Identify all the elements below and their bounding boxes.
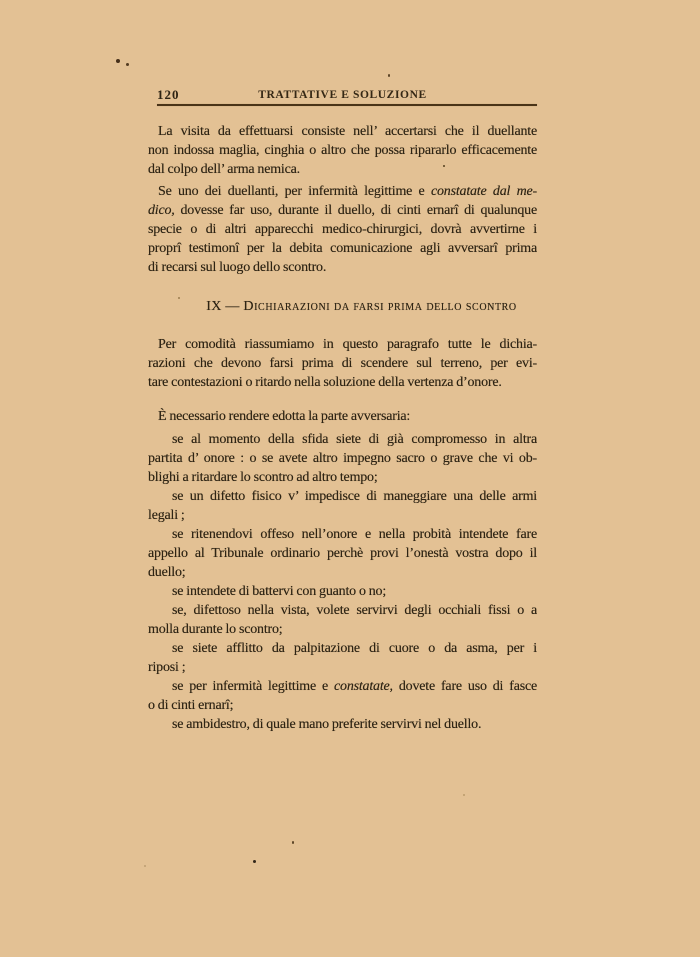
ink-speck	[116, 59, 120, 63]
text-line	[148, 620, 537, 639]
text-line	[148, 563, 537, 582]
text-line	[148, 335, 537, 354]
declarations-list	[148, 407, 537, 734]
text-segment: se per infermità legittime e	[172, 679, 334, 694]
text-line	[148, 601, 537, 620]
text-segment: partita d’ onore : o se avete altro impegno sacro o grave che vi ob-	[148, 451, 537, 466]
ink-speck	[292, 841, 294, 844]
text-line	[148, 487, 537, 506]
text-line	[186, 297, 537, 316]
text-line	[148, 182, 537, 201]
small-caps-text: Dichiarazioni da farsi prima dello scontro	[243, 299, 517, 314]
text-segment: legali ;	[148, 508, 185, 523]
text-segment: se intendete di battervi con guanto o no;	[172, 584, 387, 599]
text-line	[148, 407, 537, 426]
text-line	[148, 258, 537, 277]
italic-text: dico,	[148, 203, 175, 218]
ink-speck	[463, 794, 465, 796]
text-segment: non indossa maglia, cinghia o altro che possa ripararlo efficacemente	[148, 143, 537, 158]
text-line	[148, 696, 537, 715]
text-line	[148, 506, 537, 525]
ink-speck	[253, 860, 256, 863]
text-line	[148, 658, 537, 677]
paragraph-visita	[148, 122, 537, 179]
text-line	[148, 582, 537, 601]
text-segment: Per comodità riassumiamo in questo paragrafo tutte le dichia-	[158, 337, 537, 352]
text-line	[148, 354, 537, 373]
text-segment: riposi ;	[148, 660, 186, 675]
running-title: TRATTATIVE E SOLUZIONE	[258, 89, 427, 101]
text-line	[148, 430, 537, 449]
ink-speck	[178, 297, 180, 299]
text-segment: dal colpo dell’ arma nemica.	[148, 162, 300, 177]
text-segment: se un difetto fisico v’ impedisce di maneggiare una delle armi	[172, 489, 537, 504]
text-segment: appello al Tribunale ordinario perchè provi l’onestà vostra dopo il	[148, 546, 537, 561]
text-segment: o di cinti ernarî;	[148, 698, 234, 713]
text-segment: dovesse far uso, durante il duello, di cinti ernarî di qualunque	[174, 203, 537, 218]
ink-speck	[388, 74, 390, 77]
text-segment: La visita da effettuarsi consiste nell’ accertarsi che il duellante	[158, 124, 537, 139]
text-line	[148, 468, 537, 487]
text-line	[148, 160, 537, 179]
text-line	[148, 677, 537, 696]
paragraph-infermita	[148, 182, 537, 277]
text-line	[148, 201, 537, 220]
ink-speck	[443, 165, 445, 167]
text-segment: se al momento della sfida siete di già compromesso in altra	[172, 432, 537, 447]
text-segment: IX —	[206, 299, 244, 314]
ink-speck	[126, 63, 129, 66]
text-line	[148, 373, 537, 392]
paragraph-premessa	[148, 335, 537, 392]
section-heading	[148, 297, 537, 316]
text-segment: duello;	[148, 565, 186, 580]
text-line	[148, 715, 537, 734]
text-segment: razioni che devono farsi prima di scendere sul terreno, per evi-	[148, 356, 537, 371]
text-segment: tare contestazioni o ritardo nella soluzione della vertenza d’onore.	[148, 375, 502, 390]
text-line	[148, 122, 537, 141]
text-segment: se ambidestro, di quale mano preferite servirvi nel duello.	[172, 717, 482, 732]
header-rule	[157, 104, 537, 106]
text-line	[148, 525, 537, 544]
text-segment: proprî testimonî per la debita comunicazione agli avversarî prima	[148, 241, 537, 256]
text-line	[148, 449, 537, 468]
text-line	[148, 544, 537, 563]
text-segment: Se uno dei duellanti, per infermità legittime e	[158, 184, 431, 199]
italic-text: constatate dal me-	[430, 184, 537, 199]
text-segment: molla durante lo scontro;	[148, 622, 283, 637]
text-line	[148, 639, 537, 658]
text-segment: se siete afflitto da palpitazione di cuore o da asma, per i	[172, 641, 537, 656]
text-segment: di recarsi sul luogo dello scontro.	[148, 260, 327, 275]
page-number: 120	[157, 87, 180, 102]
text-segment: specie o di altri apparecchi medico-chirurgici, dovrà avvertirne i	[148, 222, 537, 237]
text-line	[148, 220, 537, 239]
text-segment: se, difettoso nella vista, volete servirvi degli occhiali fissi o a	[172, 603, 537, 618]
text-segment: blighi a ritardare lo scontro ad altro tempo;	[148, 470, 378, 485]
text-line	[148, 141, 537, 160]
text-line	[148, 239, 537, 258]
text-segment: dovete fare uso di fasce	[392, 679, 537, 694]
text-segment: È necessario rendere edotta la parte avversaria:	[158, 409, 411, 424]
text-segment: se ritenendovi offeso nell’onore e nella probità intendete fare	[172, 527, 537, 542]
ink-speck	[144, 865, 146, 867]
italic-text: constatate,	[334, 679, 393, 694]
